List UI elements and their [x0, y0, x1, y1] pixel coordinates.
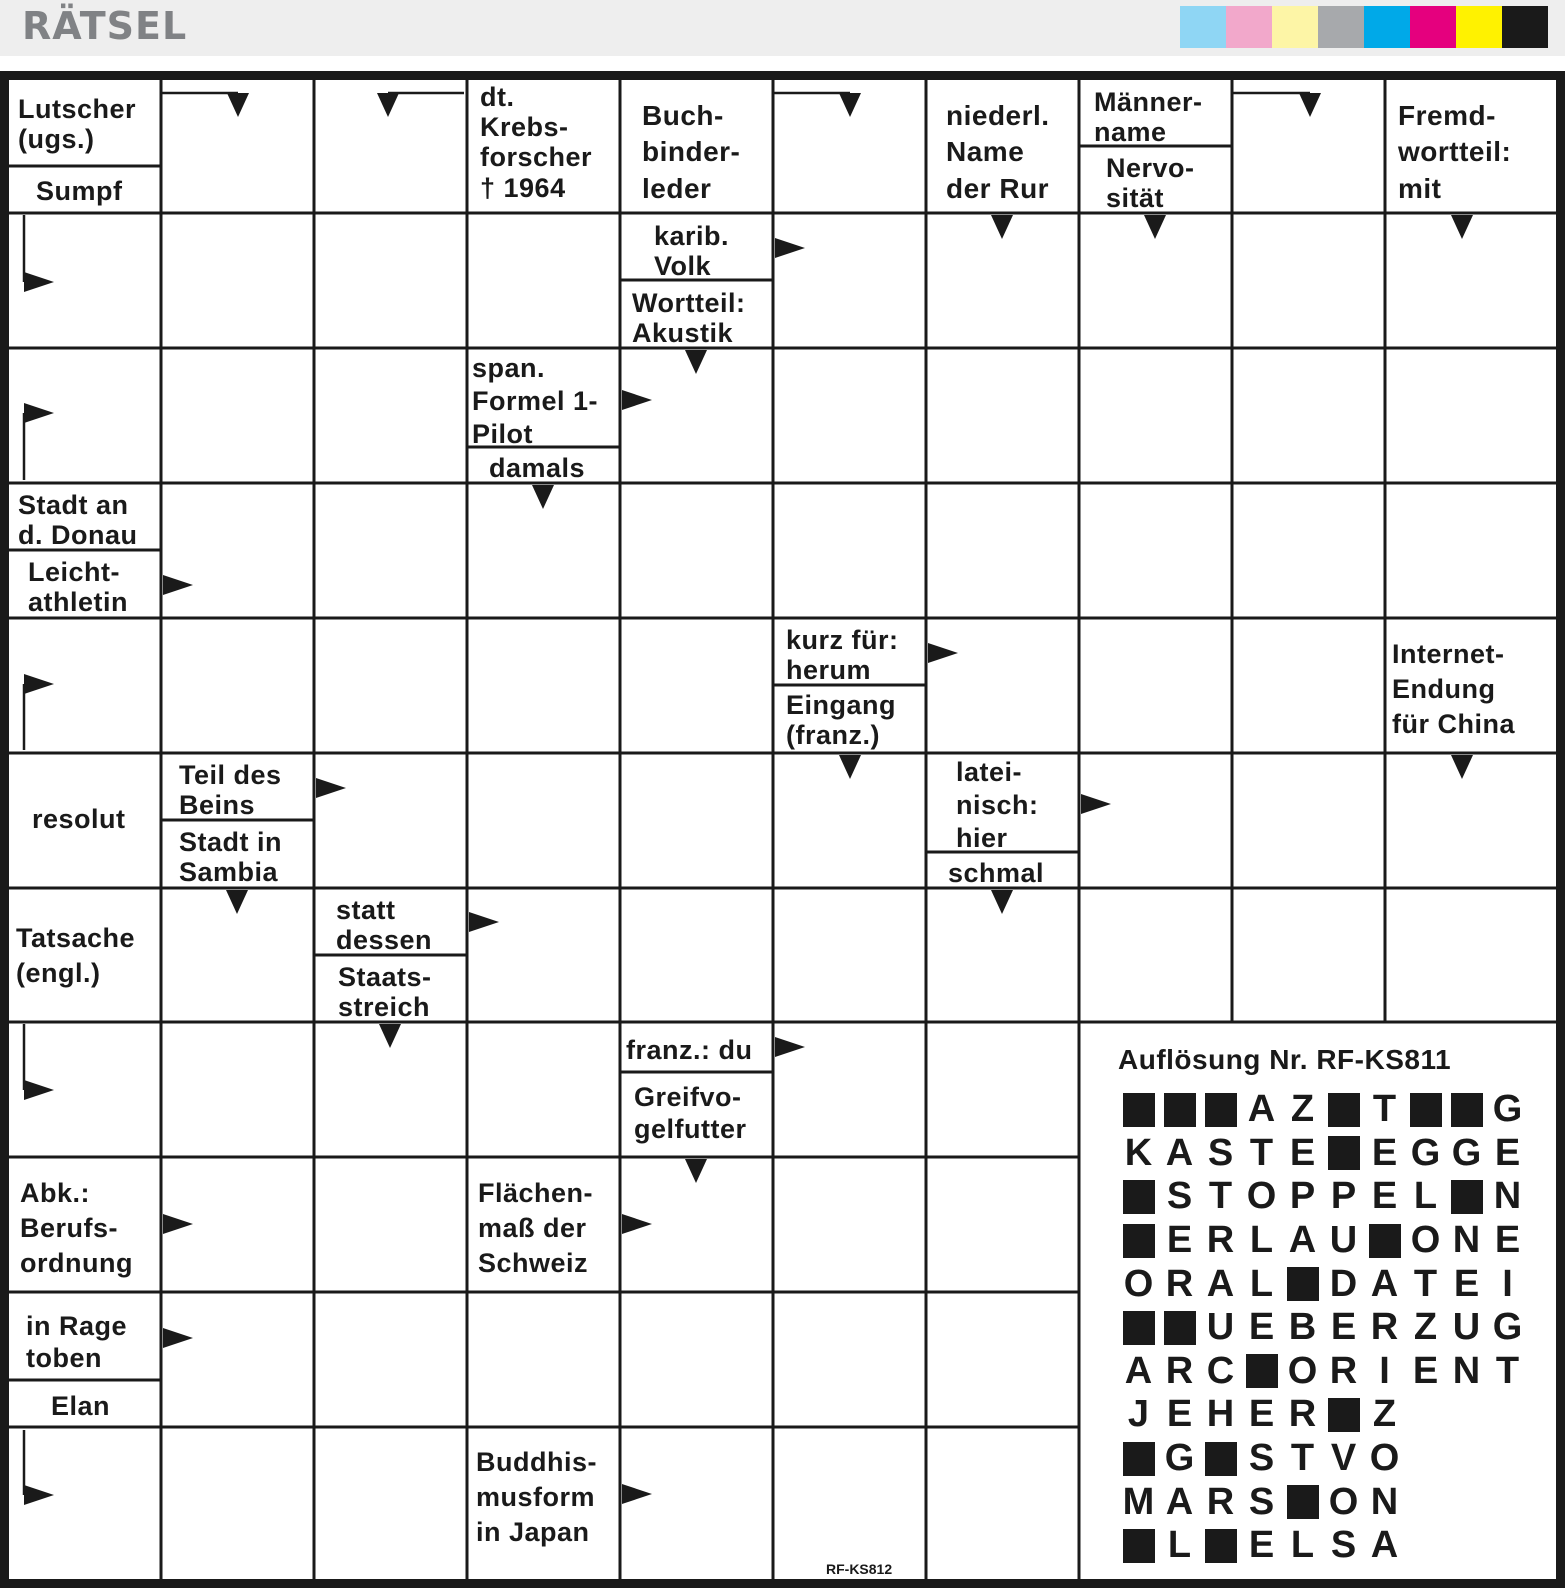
- solution-block: [1200, 1526, 1241, 1566]
- solution-letter: A: [1370, 1262, 1399, 1305]
- solution-letter: Z: [1413, 1306, 1438, 1349]
- solution-letter: R: [1206, 1219, 1235, 1262]
- solution-letter: E: [1248, 1306, 1275, 1349]
- clue-arrow: [622, 1214, 652, 1234]
- clue-cell[interactable]: latei- nisch: hier: [956, 757, 1039, 853]
- solution-block: [1118, 1526, 1159, 1566]
- color-swatch: [1502, 6, 1548, 48]
- solution-row: [1118, 1132, 1528, 1176]
- solution-block: [1282, 1264, 1323, 1304]
- solution-letter: U: [1452, 1306, 1481, 1349]
- clue-arrow: [622, 1484, 652, 1504]
- clue-cell[interactable]: schmal: [948, 858, 1045, 888]
- solution-block: [1323, 1090, 1364, 1130]
- solution-letter: A: [1247, 1088, 1276, 1131]
- clue-arrow: [991, 215, 1013, 239]
- solution-row: [1118, 1219, 1528, 1263]
- clue-arrow: [775, 1037, 805, 1057]
- solution-letter: E: [1330, 1306, 1357, 1349]
- clue-cell[interactable]: Nervo- sität: [1106, 153, 1195, 214]
- solution-row: [1118, 1175, 1528, 1219]
- clue-cell[interactable]: Internet- Endung für China: [1392, 639, 1515, 740]
- color-swatch: [1226, 6, 1272, 48]
- clue-cell[interactable]: karib. Volk: [654, 221, 730, 282]
- solution-letter: G: [1410, 1131, 1441, 1174]
- solution-letter: E: [1289, 1131, 1316, 1174]
- solution-letter: A: [1124, 1349, 1153, 1392]
- solution-title: Auflösung Nr. RF-KS811: [1118, 1044, 1452, 1075]
- solution-letter: R: [1165, 1349, 1194, 1392]
- solution-block: [1405, 1090, 1446, 1130]
- solution-letter: A: [1165, 1131, 1194, 1174]
- solution-letter: T: [1208, 1175, 1233, 1218]
- solution-row: [1118, 1393, 1528, 1437]
- solution-block: [1118, 1221, 1159, 1261]
- solution-letter: S: [1330, 1524, 1357, 1567]
- clue-cell[interactable]: kurz für: herum: [786, 625, 899, 686]
- clue-cell[interactable]: franz.: du: [626, 1035, 753, 1065]
- solution-letter: L: [1167, 1524, 1192, 1567]
- solution-letter: S: [1248, 1437, 1275, 1480]
- solution-letter: N: [1452, 1219, 1481, 1262]
- solution-letter: Z: [1372, 1393, 1397, 1436]
- solution-row: [1118, 1262, 1528, 1306]
- solution-block: [1159, 1308, 1200, 1348]
- clue-arrow: [379, 1024, 401, 1048]
- clue-cell[interactable]: resolut: [32, 804, 126, 834]
- clue-arrow: [685, 350, 707, 374]
- clue-cell[interactable]: Buddhis- musform in Japan: [476, 1447, 597, 1548]
- solution-letter: V: [1330, 1437, 1357, 1480]
- solution-letter: E: [1371, 1131, 1398, 1174]
- solution-letter: A: [1370, 1524, 1399, 1567]
- clue-cell[interactable]: Wortteil: Akustik: [632, 288, 746, 349]
- solution-letter: E: [1371, 1175, 1398, 1218]
- solution-letter: E: [1412, 1349, 1439, 1392]
- clue-arrow: [1081, 794, 1111, 814]
- clue-cell[interactable]: Eingang (franz.): [786, 690, 896, 751]
- solution-letter: O: [1410, 1219, 1441, 1262]
- clue-arrow: [928, 643, 958, 663]
- clue-arrow: [377, 93, 399, 117]
- color-swatch: [1272, 6, 1318, 48]
- solution-letter: S: [1207, 1131, 1234, 1174]
- solution-letter: S: [1166, 1175, 1193, 1218]
- solution-letter: I: [1502, 1262, 1513, 1305]
- clue-arrow: [24, 272, 54, 292]
- solution-letter: G: [1492, 1306, 1523, 1349]
- clue-cell[interactable]: Stadt in Sambia: [179, 827, 282, 888]
- solution-letter: U: [1206, 1306, 1235, 1349]
- clue-arrow: [469, 912, 499, 932]
- solution-letter: L: [1413, 1175, 1438, 1218]
- clue-cell[interactable]: Elan: [51, 1391, 111, 1421]
- solution-block: [1118, 1439, 1159, 1479]
- solution-letter: N: [1370, 1480, 1399, 1523]
- clue-arrow: [839, 93, 861, 117]
- clue-cell[interactable]: Staats- streich: [338, 962, 432, 1023]
- solution-letter: E: [1166, 1393, 1193, 1436]
- solution-letter: N: [1452, 1349, 1481, 1392]
- clue-arrow: [991, 890, 1013, 914]
- clue-cell[interactable]: Männer- name: [1094, 87, 1203, 148]
- solution-block: [1323, 1395, 1364, 1435]
- solution-block: [1446, 1177, 1487, 1217]
- clue-arrow: [1299, 93, 1321, 117]
- clue-cell[interactable]: Lutscher (ugs.): [18, 94, 137, 155]
- solution-letter: G: [1451, 1131, 1482, 1174]
- solution-letter: T: [1495, 1349, 1520, 1392]
- clue-arrow: [24, 1485, 54, 1505]
- clue-arrow: [1144, 215, 1166, 239]
- solution-letter: C: [1206, 1349, 1235, 1392]
- solution-row: [1118, 1350, 1528, 1394]
- solution-letter: E: [1166, 1219, 1193, 1262]
- solution-letter: O: [1287, 1349, 1318, 1392]
- color-calibration-bar: [1180, 6, 1548, 48]
- solution-block: [1241, 1351, 1282, 1391]
- solution-block: [1446, 1090, 1487, 1130]
- header-bar: [0, 0, 1565, 56]
- clue-arrow: [24, 674, 54, 694]
- solution-letter: O: [1369, 1437, 1400, 1480]
- solution-row: [1118, 1437, 1528, 1481]
- clue-arrow: [226, 890, 248, 914]
- clue-cell[interactable]: damals: [489, 453, 586, 483]
- clue-arrow: [227, 93, 249, 117]
- solution-letter: R: [1165, 1262, 1194, 1305]
- clue-cell[interactable]: Fremd- wortteil: mit: [1398, 100, 1512, 204]
- solution-letter: U: [1329, 1219, 1358, 1262]
- solution-letter: J: [1127, 1393, 1150, 1436]
- puzzle-code: RF-KS812: [826, 1561, 893, 1577]
- solution-letter: T: [1372, 1088, 1397, 1131]
- solution-letter: A: [1206, 1262, 1235, 1305]
- solution-letter: E: [1248, 1393, 1275, 1436]
- solution-letter: I: [1379, 1349, 1390, 1392]
- clue-cell[interactable]: statt dessen: [336, 895, 433, 956]
- clue-cell[interactable]: Tatsache (engl.): [16, 923, 136, 989]
- solution-row: [1118, 1306, 1528, 1350]
- clue-cell[interactable]: dt. Krebs- forscher † 1964: [480, 82, 593, 203]
- clue-cell[interactable]: Buch- binder- leder: [642, 100, 741, 204]
- clue-cell[interactable]: Abk.: Berufs- ordnung: [20, 1178, 133, 1279]
- solution-row: [1118, 1480, 1528, 1524]
- clue-arrow: [622, 390, 652, 410]
- solution-letter: P: [1289, 1175, 1316, 1218]
- solution-letter: A: [1165, 1480, 1194, 1523]
- solution-block: [1118, 1090, 1159, 1130]
- color-swatch: [1180, 6, 1226, 48]
- solution-letter: E: [1494, 1131, 1521, 1174]
- clue-cell[interactable]: span. Formel 1- Pilot: [472, 353, 599, 449]
- solution-row: [1118, 1088, 1528, 1132]
- clue-arrow: [163, 1214, 193, 1234]
- clue-arrow: [1451, 215, 1473, 239]
- solution-letter: M: [1122, 1480, 1155, 1523]
- solution-letter: T: [1249, 1131, 1274, 1174]
- clue-arrow: [24, 403, 54, 423]
- color-swatch: [1456, 6, 1502, 48]
- solution-letter: H: [1206, 1393, 1235, 1436]
- color-swatch: [1318, 6, 1364, 48]
- solution-block: [1200, 1439, 1241, 1479]
- solution-letter: B: [1288, 1306, 1317, 1349]
- solution-block: [1323, 1133, 1364, 1173]
- clue-arrow: [163, 575, 193, 595]
- clue-arrow: [1451, 755, 1473, 779]
- solution-block: [1364, 1221, 1405, 1261]
- solution-letter: L: [1249, 1262, 1274, 1305]
- clue-cell[interactable]: Flächen- maß der Schweiz: [478, 1178, 594, 1279]
- solution-letter: L: [1249, 1219, 1274, 1262]
- solution-letter: A: [1288, 1219, 1317, 1262]
- solution-letter: R: [1329, 1349, 1358, 1392]
- solution-letter: E: [1494, 1219, 1521, 1262]
- clue-cell[interactable]: Sumpf: [36, 176, 123, 206]
- clue-cell[interactable]: Stadt an d. Donau: [18, 490, 138, 551]
- solution-letter: R: [1206, 1480, 1235, 1523]
- solution-letter: Z: [1290, 1088, 1315, 1131]
- clue-cell[interactable]: Teil des Beins: [179, 760, 282, 821]
- clue-cell[interactable]: niederl. Name der Rur: [946, 100, 1050, 204]
- solution-block: [1282, 1482, 1323, 1522]
- clue-arrow: [316, 778, 346, 798]
- solution-letter: N: [1493, 1175, 1522, 1218]
- clue-arrow: [839, 755, 861, 779]
- clue-arrow: [532, 485, 554, 509]
- solution-letter: G: [1164, 1437, 1195, 1480]
- solution-letter: E: [1248, 1524, 1275, 1567]
- solution-letter: P: [1330, 1175, 1357, 1218]
- color-swatch: [1364, 6, 1410, 48]
- solution-block: [1118, 1177, 1159, 1217]
- solution-grid: [1118, 1088, 1528, 1568]
- solution-block: [1118, 1308, 1159, 1348]
- color-swatch: [1410, 6, 1456, 48]
- clue-cell[interactable]: in Rage toben: [26, 1311, 128, 1374]
- solution-letter: O: [1123, 1262, 1154, 1305]
- clue-arrow: [24, 1080, 54, 1100]
- solution-letter: O: [1328, 1480, 1359, 1523]
- clue-cell[interactable]: Leicht- athletin: [28, 557, 129, 618]
- solution-block: [1200, 1090, 1241, 1130]
- solution-block: [1159, 1090, 1200, 1130]
- solution-letter: L: [1290, 1524, 1315, 1567]
- clue-arrow: [685, 1159, 707, 1183]
- solution-letter: O: [1246, 1175, 1277, 1218]
- solution-letter: S: [1248, 1480, 1275, 1523]
- solution-letter: G: [1492, 1088, 1523, 1131]
- solution-row: [1118, 1524, 1528, 1568]
- clue-arrow: [775, 238, 805, 258]
- clue-cell[interactable]: Greifvo- gelfutter: [634, 1082, 747, 1145]
- solution-letter: E: [1453, 1262, 1480, 1305]
- solution-letter: T: [1413, 1262, 1438, 1305]
- solution-letter: T: [1290, 1437, 1315, 1480]
- clue-arrow: [163, 1328, 193, 1348]
- page-title: RÄTSEL: [22, 4, 188, 48]
- solution-letter: R: [1370, 1306, 1399, 1349]
- solution-letter: D: [1329, 1262, 1358, 1305]
- solution-letter: K: [1124, 1131, 1153, 1174]
- solution-letter: R: [1288, 1393, 1317, 1436]
